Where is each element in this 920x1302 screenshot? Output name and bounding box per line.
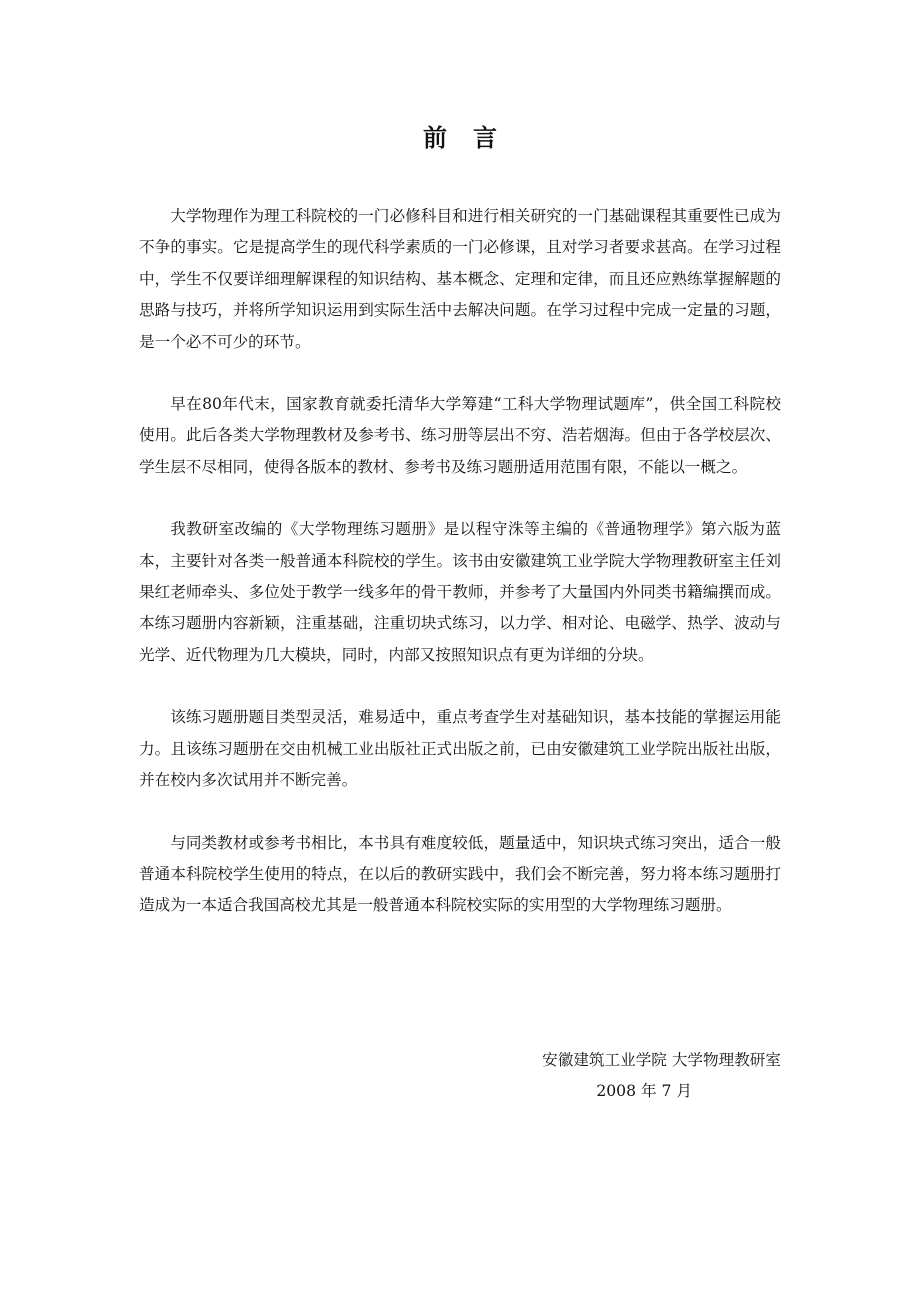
- paragraph-1: 大学物理作为理工科院校的一门必修科目和进行相关研究的一门基础课程其重要性已成为不争的事实。它是提高学生的现代科学素质的一门必修课，且对学习者要求甚高。在学习过程中，学生不仅要详细理解课程的知识结构、基本概念、定理和定律，而且还应熟练掌握解题的思路与技巧，并将所学知识运用到实际生活中去解决问题。在学习过程中完成一定量的习题，是一个必不可少的环节。: [139, 207, 781, 351]
- paragraph-3: 我教研室改编的《大学物理练习题册》是以程守洙等主编的《普通物理学》第六版为蓝本，主要针对各类一般普通本科院校的学生。该书由安徽建筑工业学院大学物理教研室主任刘果红老师牵头、多位处于教学一线多年的骨干教师，并参考了大量国内外同类书籍编撰而成。本练习题册内容新颖，注重基础，注重切块式练习，以力学、相对论、电磁学、热学、波动与光学、近代物理为几大模块，同时，内部又按照知识点有更为详细的分块。: [139, 520, 781, 664]
- preface-body: [139, 201, 781, 922]
- signature-date: 2008 年 7 月: [596, 1082, 692, 1100]
- page-title: 前言: [423, 124, 523, 152]
- paragraph-4: 该练习题册题目类型灵活，难易适中，重点考查学生对基础知识，基本技能的掌握运用能力。且该练习题册在交由机械工业出版社正式出版之前，已由安徽建筑工业学院出版社出版，并在校内多次试用并不断完善。: [139, 708, 781, 790]
- paragraph-5: 与同类教材或参考书相比，本书具有难度较低，题量适中，知识块式练习突出，适合一般普通本科院校学生使用的特点，在以后的教研实践中，我们会不断完善，努力将本练习题册打造成为一本适合我国高校尤其是一般普通本科院校实际的实用型的大学物理练习题册。: [139, 833, 781, 915]
- signature-block: [481, 1045, 781, 1107]
- signature-organization: 安徽建筑工业学院 大学物理教研室: [542, 1051, 781, 1069]
- paragraph-2: 早在80年代末，国家教育就委托清华大学筹建“工科大学物理试题库”，供全国工科院校使用。此后各类大学物理教材及参考书、练习册等层出不穷、浩若烟海。但由于各学校层次、学生层不尽相同，使得各版本的教材、参考书及练习题册适用范围有限，不能以一概之。: [139, 395, 781, 476]
